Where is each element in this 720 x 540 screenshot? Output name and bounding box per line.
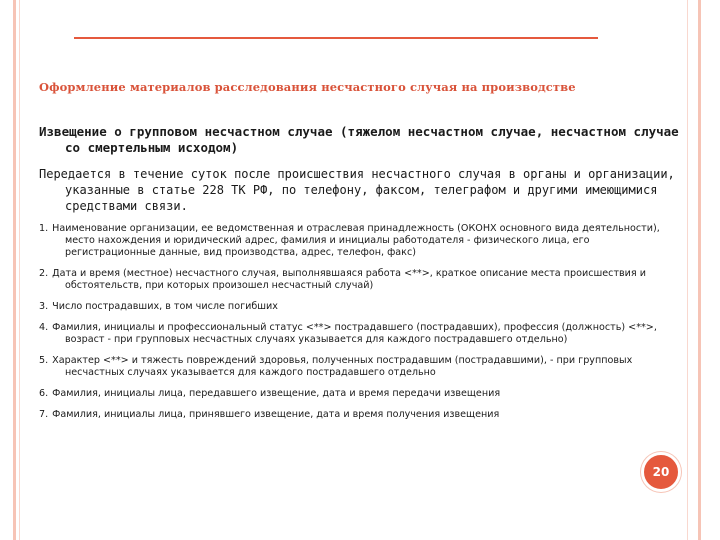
notice-heading: Извещение о групповом несчастном случае (тяжелом несчастном случае, несчастном случае со смертельным исходом) [39, 124, 679, 155]
requirements-list [39, 223, 679, 421]
page-number-badge: 20 [641, 452, 681, 492]
top-divider [74, 37, 598, 39]
list-item-text: Фамилия, инициалы лица, передавшего извещение, дата и время передачи извещения [52, 388, 501, 399]
list-item-number: 7. [39, 409, 49, 420]
list-item [39, 322, 679, 346]
list-item [39, 355, 679, 379]
list-item-number: 2. [39, 268, 49, 279]
list-item-number: 3. [39, 301, 49, 312]
list-item [39, 388, 679, 400]
list-item [39, 409, 679, 421]
list-item-text: Характер <**> и тяжесть повреждений здоровья, полученных пострадавшим (пострадавшими), - при групповых несчастных случаях указывается для каждого пострадавшего отдельно [52, 355, 633, 378]
list-item [39, 301, 679, 313]
list-item-text: Фамилия, инициалы лица, принявшего извещение, дата и время получения извещения [52, 409, 500, 420]
list-item [39, 223, 679, 259]
slide-title: Оформление материалов расследования несчастного случая на производстве [39, 80, 576, 94]
list-item-number: 1. [39, 223, 49, 234]
notice-intro: Передается в течение суток после происшествия несчастного случая в органы и организации, указанные в статье 228 ТК РФ, по телефону, факсом, телеграфом и другими имеющимися средствами связи. [39, 167, 675, 213]
list-item-text: Число пострадавших, в том числе погибших [52, 301, 278, 312]
list-item-text: Фамилия, инициалы и профессиональный статус <**> пострадавшего (пострадавших), профессия (должность) <**>, возраст - при групповых несчастных случаях указывается для каждого пострадавшего отдельно) [52, 322, 657, 345]
list-item-text: Наименование организации, ее ведомственная и отраслевая принадлежность (ОКОНХ основного вида деятельности), место нахождения и юридический адрес, фамилия и инициалы работодателя - физического лица, его регистрационные данные, вид производства, адрес, телефон, факс) [52, 223, 660, 258]
list-item-text: Дата и время (местное) несчастного случая, выполнявшаяся работа <**>, краткое описание места происшествия и обстоятельств, при которых произошел несчастный случай) [52, 268, 646, 291]
list-item-number: 4. [39, 322, 49, 333]
slide-content [39, 124, 679, 430]
list-item-number: 5. [39, 355, 49, 366]
list-item [39, 268, 679, 292]
list-item-number: 6. [39, 388, 49, 399]
